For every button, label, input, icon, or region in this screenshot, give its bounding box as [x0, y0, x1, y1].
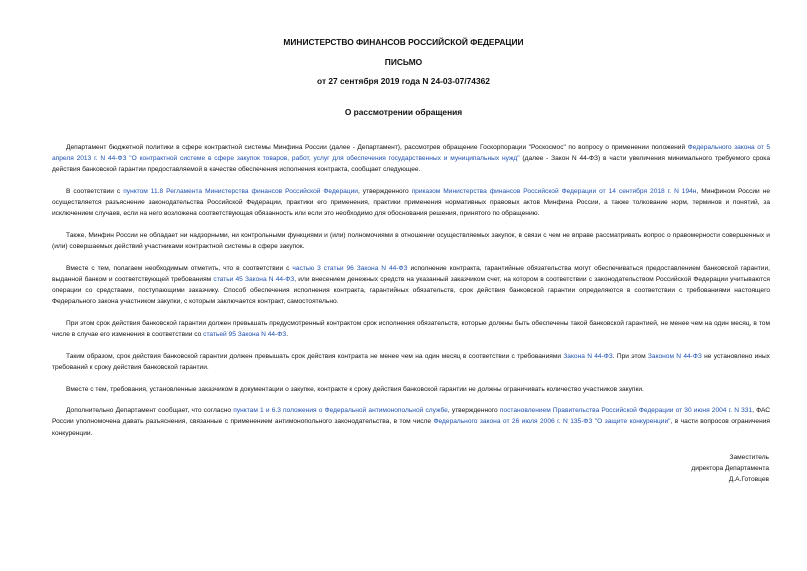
body-paragraph [52, 405, 770, 439]
paragraph-text: Департамент бюджетной политики в сфере контрактной системы Минфина России (далее - Департамент), рассмотрев обращение Госкорпорации "Роскосмос" по вопросу о применении положений [66, 144, 688, 151]
body-paragraph [52, 230, 770, 252]
paragraph-text: Вместе с тем, полагаем необходимым отметить, что в соответствии с [66, 264, 293, 272]
paragraph-text: . При этом [612, 352, 648, 360]
body-paragraph [52, 384, 770, 395]
paragraph-text: , или внесением денежных средств на указанный заказчиком счет, на котором в соответствии с законодательством Российской Федерации учитываются операции со средствами, поступающими заказчику. Способ обеспечения исполнения контракта, гарантийных обязательств, срок действия банковской гарантии определяются в соответствии с требованиями настоящего Федерального закона участником закупки, с которым заключается контракт, самостоятельно. [52, 276, 770, 306]
paragraph-text: При этом срок действия банковской гарантии должен превышать предусмотренный контрактом срок исполнения обязательств, которые должны быть обеспечены такой банковской гарантией, не менее чем на один месяц, в том числе в случае его изменения в соответствии со [52, 320, 770, 339]
paragraph-text: В соответствии с [66, 188, 124, 195]
legal-reference-link[interactable]: статьей 95 Закона N 44-ФЗ [203, 331, 287, 339]
signature-block [691, 452, 769, 485]
body-paragraph [52, 351, 770, 373]
paragraph-text: Таким образом, срок действия банковской гарантии должен превышать срок действия контракта не менее чем на один месяц в соответствии с требованиями [66, 352, 564, 360]
paragraph-text: Вместе с тем, требования, установленные заказчиком в документации о закупке, контракте к сроку действия банковской гарантии не должны ограничивать количество участников закупки. [66, 385, 644, 393]
legal-reference-link[interactable]: Закона N 44-ФЗ [563, 352, 613, 360]
document-date-number: от 27 сентября 2019 года N 24-03-07/74362 [317, 76, 490, 86]
paragraph-text: , утвержденного [447, 407, 500, 415]
signer-position: Заместитель [729, 454, 769, 461]
paragraph-text: . [286, 331, 289, 339]
legal-reference-link[interactable]: Федерального закона от 5 апреля 2013 г. N 44-ФЗ "О контрактной системе в сфере закупок товаров, работ, услуг для обеспечения государственных и муниципальных нужд" [52, 144, 770, 163]
ministry-title: МИНИСТЕРСТВО ФИНАНСОВ РОССИЙСКОЙ ФЕДЕРАЦИИ [283, 37, 524, 47]
body-paragraph [52, 186, 770, 220]
body-paragraph [52, 142, 770, 176]
signer-name: Д.А.Готовцев [728, 476, 769, 483]
document-subject: О рассмотрении обращения [344, 107, 463, 117]
legal-reference-link[interactable]: приказом Министерства финансов Российской Федерации от 14 сентября 2018 г. N 194н [411, 188, 697, 195]
paragraph-text: исполнение контракта, гарантийные обязательства могут обеспечиваться предоставлением банковской гарантии, выданной банком и соответствующей требованиям [52, 264, 770, 283]
paragraph-text: , утвержденного [357, 188, 412, 195]
legal-reference-link[interactable]: постановлением Правительства Российской Федерации от 30 июня 2004 г. N 331 [499, 407, 753, 415]
paragraph-text: , в части вопросов ограничения конкуренции. [52, 418, 770, 437]
paragraph-text: Также, Минфин России не обладает ни надзорными, ни контрольными функциями и (или) полномочиями в отношении осуществляемых закупок, в связи с чем не вправе рассматривать вопрос о правомерности совершенных и (или) совершаемых действий участниками контрактной системы в сфере закупок. [52, 232, 770, 251]
legal-reference-link[interactable]: пунктам 1 и 6.3 положения о Федеральной антимонопольной службе [233, 407, 448, 415]
paragraph-text: не установлено иных требований к сроку действия банковской гарантии. [52, 352, 770, 371]
document-type: ПИСЬМО [384, 57, 423, 67]
legal-reference-link[interactable]: пунктом 11.8 Регламента Министерства финансов Российской Федерации [123, 188, 358, 195]
letter-body [52, 142, 770, 449]
body-paragraph [52, 263, 770, 308]
legal-reference-link[interactable]: частью 3 статьи 96 Закона N 44-ФЗ [292, 264, 408, 272]
paragraph-text: Дополнительно Департамент сообщает, что согласно [66, 407, 234, 415]
paragraph-text: , Минфином России не осуществляется разъяснение законодательства Российской Федерации, практики его применения, практики применения нормативных правовых актов Минфина России, а также толкование норм, терминов и понятий, за исключением случаев, если на него возложена соответствующая обязанность или если это необходимо для обоснования решения, принятого по обращению. [52, 188, 771, 218]
paragraph-text: , ФАС России уполномочена давать разъяснения, связанные с применением антимонопольного законодательства, в том числе [52, 407, 771, 426]
legal-reference-link[interactable]: Федерального закона от 26 июля 2006 г. N 135-ФЗ "О защите конкуренции" [433, 418, 671, 426]
paragraph-text: (далее - Закон N 44-ФЗ) в части увеличения минимального требуемого срока действия банковской гарантии предоставляемой в качестве обеспечения исполнения контракта, сообщает следующее. [52, 155, 771, 174]
legal-reference-link[interactable]: Законом N 44-ФЗ [647, 352, 702, 360]
body-paragraph [52, 318, 770, 340]
signer-department: директора Департамента [691, 465, 769, 472]
legal-reference-link[interactable]: статьи 45 Закона N 44-ФЗ [213, 276, 295, 283]
